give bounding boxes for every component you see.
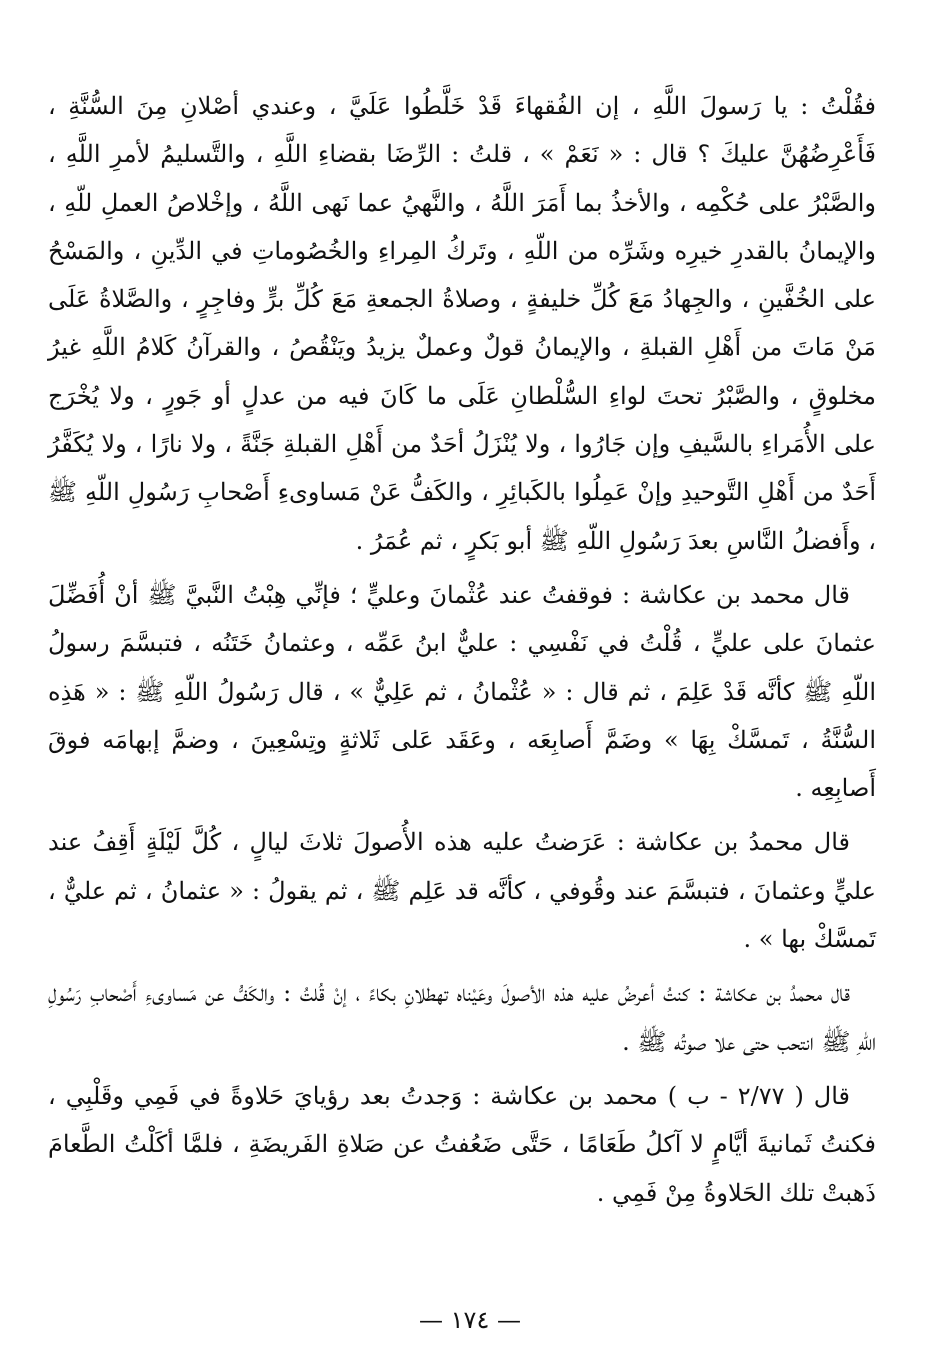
paragraph-4: قال محمدُ بن عكاشة : كنتُ أعرضُ عليه هذه الأصولَ وعَيْناه تهطلانِ بكاءً ، إنْ قُلتُ : والكَفُّ عن مَساوىءِ أَصْحابِ رَسُولِ اللّهِ ﷺ انتحب حتى علا صوتُه ﷺ . — [48, 979, 876, 1056]
page-body — [48, 82, 876, 1217]
paragraph-5: قال ( ٢/٧٧ - ب ) محمد بن عكاشة : وَجدتُ بعد رؤيايَ حَلاوةً في فَمِي وقَلْبِي ، فكنتُ ثَمانيةَ أيَّامٍ لا آكلُ طَعَامًا ، حَتَّى ضَعُفتُ عن صَلاةِ الفَريضَةِ ، فلمَّا أكَلْتُ الطَّعامَ ذَهبتْ تلك الحَلاوةُ مِنْ فَمِي . — [48, 1081, 876, 1207]
paragraph-2: قال محمد بن عكاشة : فوقفتُ عند عُثْمانَ وعليٍّ ؛ فإنِّي هِبْتُ النَّبيَّ ﷺ أنْ أُفَضِّلَ عثمانَ على عليٍّ ، قُلْتُ في نَفْسِي : عليٌّ ابنُ عَمِّه ، وعثمانُ خَتَنُه ، فتبسَّمَ رسولُ اللّهِ ﷺ كأنَّه قَدْ عَلِمَ ، ثم قال : « عُثْمانُ ، ثم عَلِيٌّ » ، قال رَسُولُ اللّهِ ﷺ : « هَذِه السُّنَّةُ ، تَمسَّكْ بِهَا » وضَمَّ أَصابِعَه ، وعَقَد عَلى ثَلاثةٍ وتِسْعِينَ ، وضمَّ إبهامَه فوقَ أَصابِعِه . — [48, 580, 877, 803]
paragraph-3: قال محمدُ بن عكاشة : عَرَضتُ عليه هذه الأُصولَ ثلاثَ ليالٍ ، كُلَّ لَيْلَةٍ أَقِفُ عند عليٍّ وعثمانَ ، فتبسَّمَ عند وقُوفي ، كأنَّه قد عَلِم ﷺ ، ثم يقولُ : « عثمانُ ، ثم عليٌّ ، تَمسَّكْ بها » . — [48, 828, 876, 954]
paragraph-1: فقُلْتُ : يا رَسولَ اللَّهِ ، إن الفُقهاءَ قَدْ خَلَّطُوا عَلَيَّ ، وعندي أصْلانِ مِنَ السُّنَّةِ ، فَأَعْرِضُهُنَّ عليكَ ؟ قال : « نَعَمْ » ، قلتُ : الرِّضَا بقضاءِ اللَّهِ ، والتَّسليمُ لأمرِ اللَّهِ ، والصَّبْرُ على حُكْمِه ، والأخذُ بما أَمَرَ اللَّهُ ، والنَّهيُ عما نَهى اللَّهُ ، وإخْلاصُ العملِ للّهِ ، والإيمانُ بالقدرِ خيرِه وشَرِّه من اللّهِ ، وتَركُ المِراءِ والخُصُوماتِ في الدِّينِ ، والمَسْحُ على الخُفَّينِ ، والجِهادُ مَعَ كُلِّ خليفةٍ ، وصلاةُ الجمعةِ مَعَ كُلِّ برٍّ وفاجِرٍ ، والصَّلاةُ عَلَى مَنْ مَاتَ من أَهْلِ القبلةِ ، والإيمانُ قولٌ وعملٌ يزيدُ ويَنْقُصُ ، والقرآنُ كَلامُ اللَّهِ غيرُ مخلوقٍ ، والصَّبْرُ تحتَ لواءِ السُّلْطانِ عَلَى ما كَانَ فيه من عدلٍ أو جَورٍ ، ولا يُخْرَج على الأُمَراءِ بالسَّيفِ وإن جَارُوا ، ولا يُنْزَلُ أحَدٌ من أَهْلِ القبلةِ جَنَّةً ، ولا نارًا ، ولا يُكَفَّرُ أَحَدٌ من أَهْلِ التَّوحيدِ وإنْ عَمِلُوا بالكَبائِرِ ، والكَفُّ عَنْ مَساوىءِ أَصْحابِ رَسُولِ اللّهِ ﷺ ، وأَفضلُ النَّاسِ بعدَ رَسُولِ اللّهِ ﷺ أبو بَكرٍ ، ثم عُمَرُ . — [48, 92, 876, 555]
page-number: — ١٧٤ — — [419, 1306, 521, 1334]
